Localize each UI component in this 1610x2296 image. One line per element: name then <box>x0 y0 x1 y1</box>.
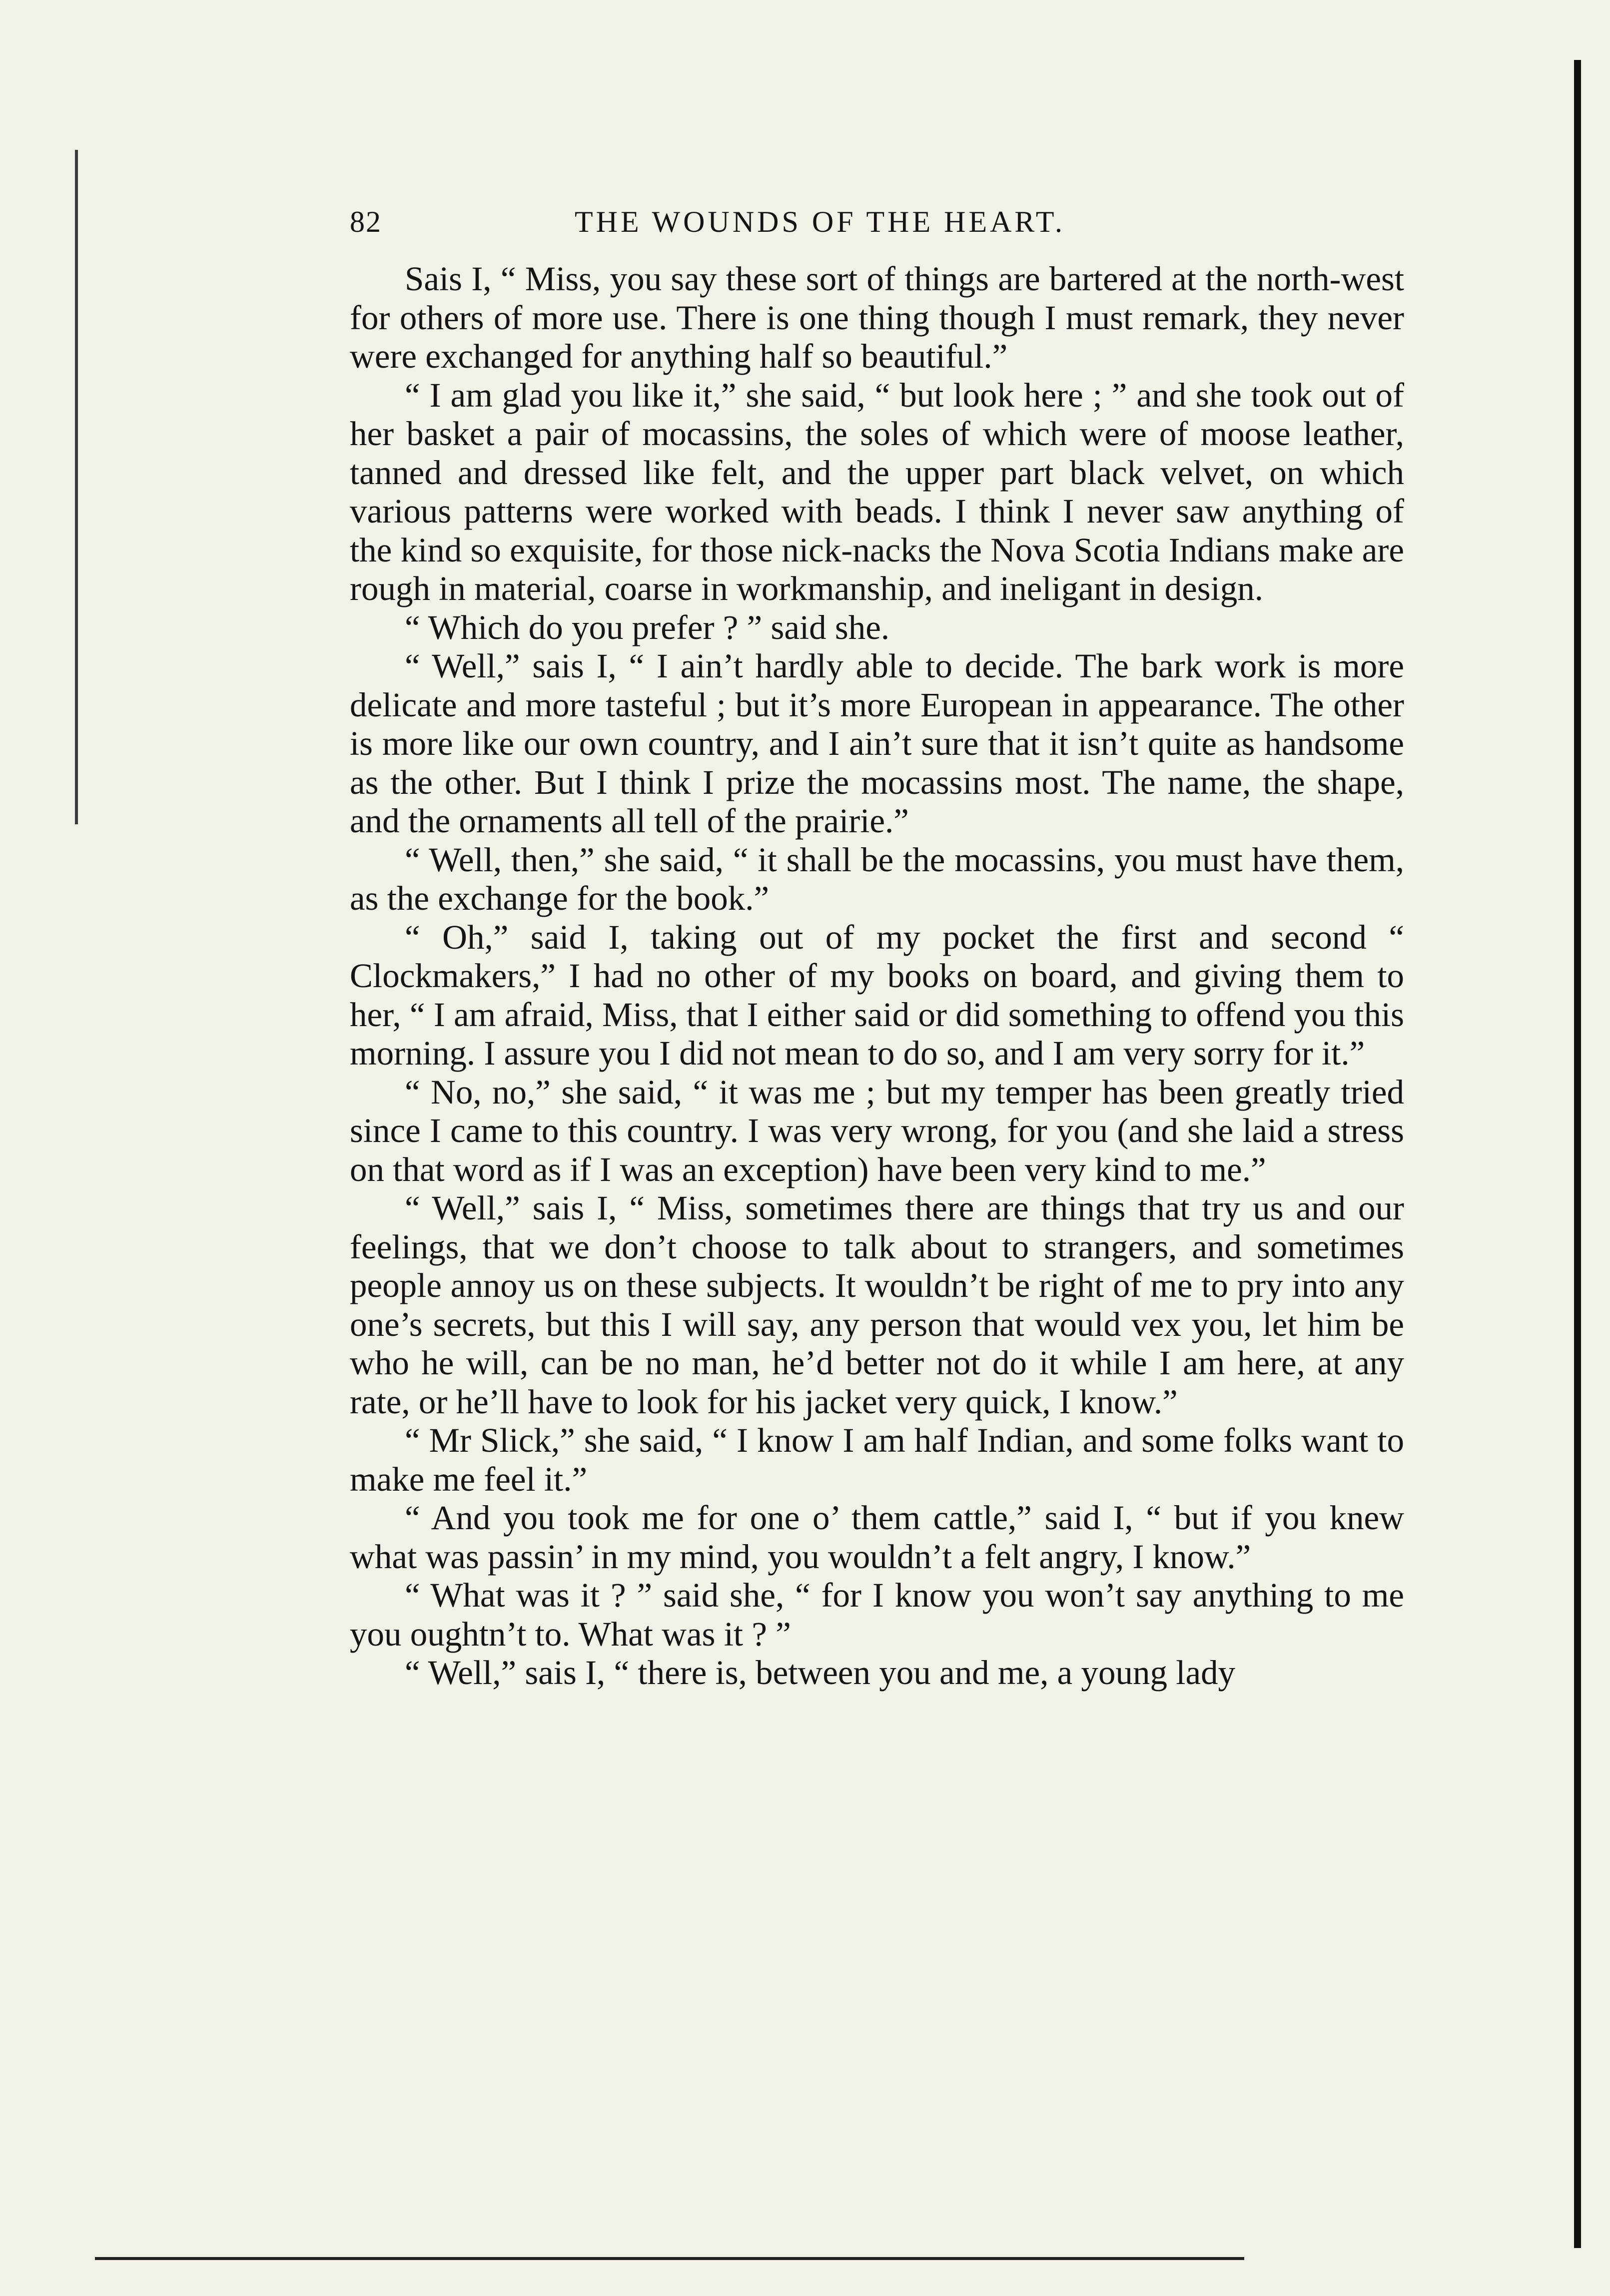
paragraph: “ Well,” sais I, “ I ain’t hardly able to decide. The bark work is more delicate and more tasteful ; but it’s more European in appearance. The other is more like our own country, and I ain’t sure that it isn’t quite as handsome as the other. But I think I prize the mocassins most. The name, the shape, and the ornaments all tell of the prairie.” <box>350 647 1404 840</box>
paragraph: “ And you took me for one o’ them cattle,” said I, “ but if you knew what was passin’ in my mind, you wouldn’t a felt angry, I know.” <box>350 1499 1404 1576</box>
paragraph: “ No, no,” she said, “ it was me ; but my temper has been greatly tried since I came to this country. I was very wrong, for you (and she laid a stress on that word as if I was an exception) have been very kind to me.” <box>350 1073 1404 1188</box>
paragraph: “ Well,” sais I, “ there is, between you and me, a young lady <box>405 1654 1236 1692</box>
book-page <box>350 205 1404 1693</box>
body-text <box>350 260 1404 1693</box>
paragraph: “ Oh,” said I, taking out of my pocket the first and second “ Clockmakers,” I had no other of my books on board, and giving them to her, “ I am afraid, Miss, that I either said or did something to offend you this morning. I assure you I did not mean to do so, and I am very sorry for it.” <box>350 918 1404 1072</box>
scan-edge-left <box>75 150 78 824</box>
running-head <box>350 205 1404 260</box>
running-title: THE WOUNDS OF THE HEART. <box>575 205 1066 238</box>
paragraph: “ Well,” sais I, “ Miss, sometimes there are things that try us and our feelings, that we don’t choose to talk about to strangers, and sometimes people annoy us on these subjects. It wouldn’t be right of me to pry into any one’s secrets, but this I will say, any person that would vex you, let him be who he will, can be no man, he’d better not do it while I am here, at any rate, or he’ll have to look for his jacket very quick, I know.” <box>350 1189 1404 1421</box>
paragraph: “ Well, then,” she said, “ it shall be the mocassins, you must have them, as the exchange for the book.” <box>350 840 1404 917</box>
paragraph: “ Which do you prefer ? ” said she. <box>405 608 890 646</box>
paragraph: “ What was it ? ” said she, “ for I know you won’t say anything to me you oughtn’t to. What was it ? ” <box>350 1576 1404 1653</box>
scan-edge-bottom <box>95 2257 1244 2260</box>
page-number: 82 <box>350 205 382 238</box>
paragraph: “ Mr Slick,” she said, “ I know I am half Indian, and some folks want to make me feel it.” <box>350 1421 1404 1498</box>
scan-edge-right <box>1574 60 1581 2248</box>
paragraph: Sais I, “ Miss, you say these sort of things are bartered at the north-west for others of more use. There is one thing though I must remark, they never were exchanged for anything half so beautiful.” <box>350 260 1404 375</box>
paragraph: “ I am glad you like it,” she said, “ but look here ; ” and she took out of her basket a pair of mocassins, the soles of which were of moose leather, tanned and dressed like felt, and the upper part black velvet, on which various patterns were worked with beads. I think I never saw anything of the kind so exquisite, for those nick-nacks the Nova Scotia Indians make are rough in material, coarse in workmanship, and ineligant in design. <box>350 376 1404 607</box>
